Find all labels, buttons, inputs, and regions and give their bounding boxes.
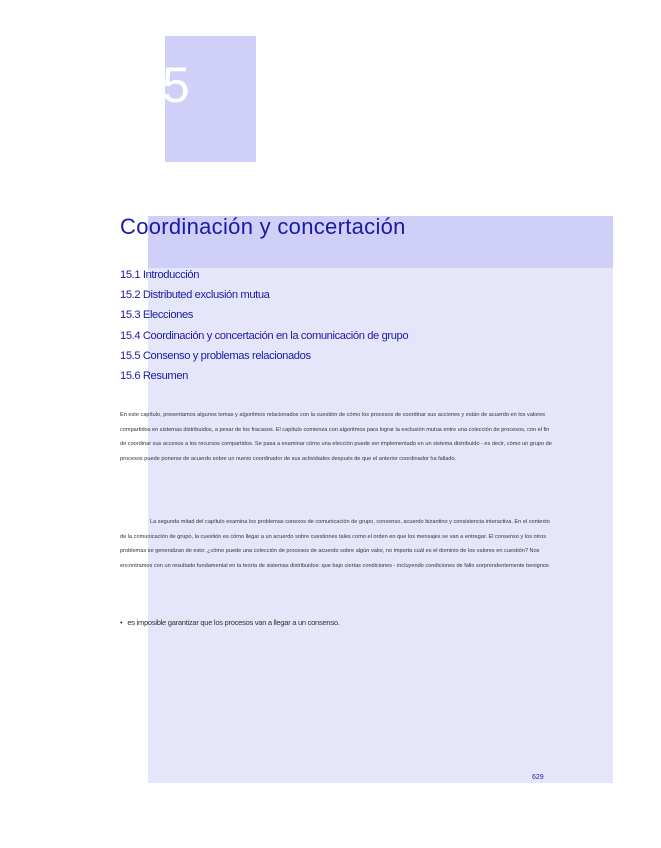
toc-item-15-3[interactable]: 15.3 Elecciones [120, 309, 193, 322]
toc-item-15-6[interactable]: 15.6 Resumen [120, 369, 188, 382]
chapter-number: 5 [162, 57, 190, 113]
toc-item-15-4[interactable]: 15.4 Coordinación y concertación en la comunicación de grupo [120, 329, 409, 342]
bullet-mark: • [120, 618, 123, 627]
bullet-item [120, 618, 340, 627]
toc-item-15-5[interactable]: 15.5 Consenso y problemas relacionados [120, 349, 311, 362]
page-number: 629 [532, 774, 544, 781]
second-paragraph: La segunda mitad del capítulo examina los problemas conexos de comunicación de grupo, consenso, acuerdo bizantino y consistencia interactiva. En el contexto de la comunicación de grupo, la cuestión es cómo llegar a un acuerdo sobre cuestiones tales como el orden en que los mensajes se van a entregar. El consenso y los otros problemas se generalizan de esto: ¿cómo puede una colección de procesos de acuerdo sobre algún valor, no importa cuál es el dominio de los valores en cuestión? Nos encontramos con un resultado fundamental en la teoría de sistemas distribuidos: que bajo ciertas condiciones - incluyendo condiciones de fallo sorprendentemente benignos [120, 519, 550, 569]
toc-item-15-1[interactable]: 15.1 Introducción [120, 269, 200, 281]
chapter-title: Coordinación y concertación [120, 214, 406, 239]
intro-paragraph: En este capítulo, presentamos algunos temas y algoritmos relacionados con la cuestión de cómo los procesos de coordinar sus acciones y están de acuerdo en los valores compartidos en sistemas distribuidos, a pesar de los fracasos. El capítulo comienza con algoritmos para lograr la exclusión mutua entre una colección de procesos, con el fin de coordinar sus accesos a los recursos compartidos. Se pasa a examinar cómo una elección puede ser implementado en un sistema distribuido - es decir, cómo un grupo de procesos puede ponerse de acuerdo sobre un nuevo coordinador de sus actividades después de que el anterior coordinador ha fallado. [120, 412, 552, 462]
table-of-contents [120, 268, 408, 389]
toc-item-15-2[interactable]: 15.2 Distributed exclusión mutua [120, 289, 270, 302]
bullet-text: es imposible garantizar que los procesos van a llegar a un consenso. [127, 618, 340, 627]
